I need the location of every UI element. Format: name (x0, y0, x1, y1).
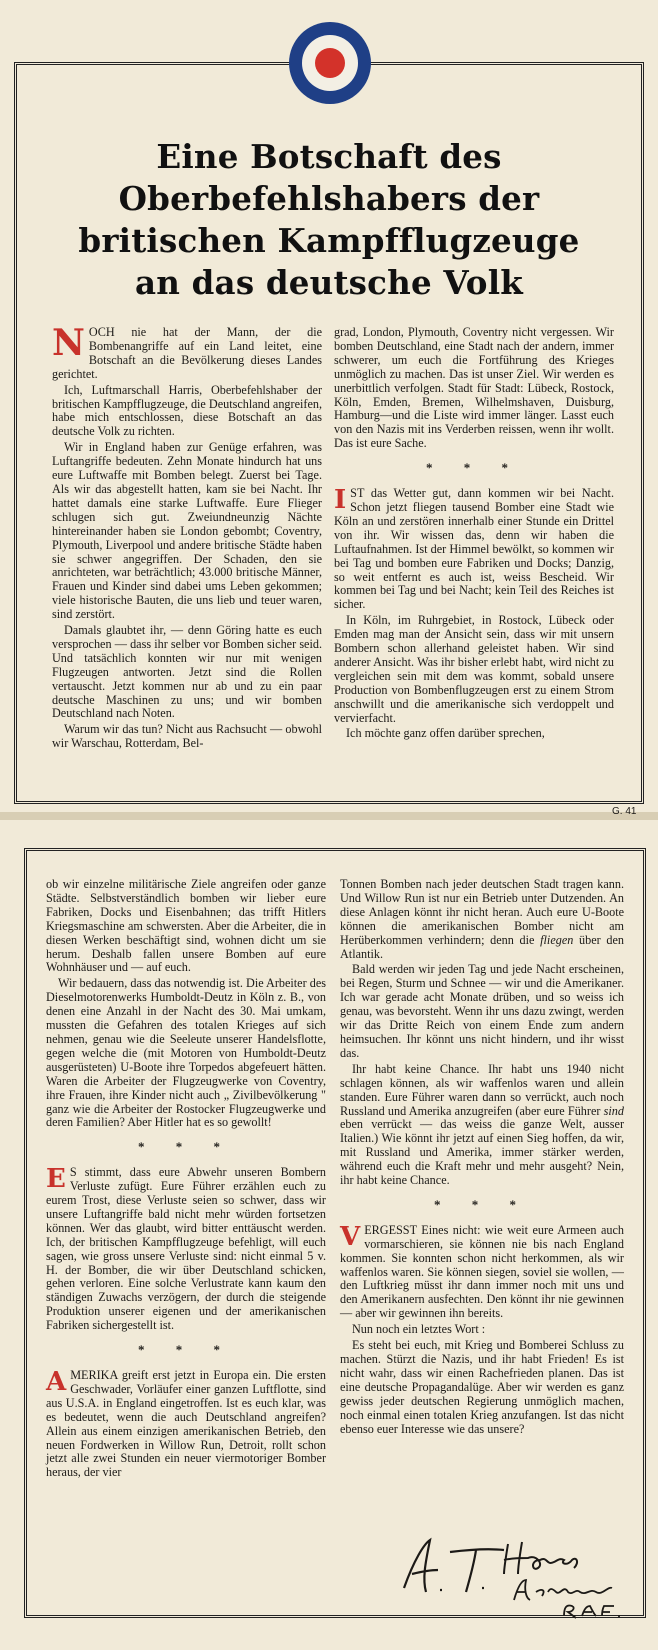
emphasis: fliegen (540, 932, 574, 947)
paragraph (334, 487, 614, 612)
section-divider: * * * (138, 1139, 234, 1155)
paragraph: In Köln, im Ruhrgebiet, in Rostock, Lübeck oder Emden mag man der Ansicht sein, dass wir mit unsern Bombern schon allerhand geleistet haben. Wir sind anderer Ansicht. Was ihr bisher erlebt habt, wird nicht zu vergleichen sein mit dem was kommt, sobald unsere Production von Bombenflugzeugen erst zu einem Strom anschwillt und die amerikanische sich verdoppelt und vervierfacht. (334, 613, 614, 725)
paragraph: Warum wir das tun? Nicht aus Rachsucht — obwohl wir Warschau, Rotterdam, Bel- (52, 722, 322, 751)
paragraph-text: S stimmt, dass eure Abwehr unseren Bombern Verluste zufügt. Eure Führer erzählen euch zu eurem Trost, diese Verluste seien so schwer, dass wir unsere Luftangriffe bald nicht mehr würden fortsetzen können. Wer das glaubt, wird bitter enttäuscht werden. Ich, der britischen Kampfflugzeuge befehligt, will euch sagen, wie gross unsere Verluste sind: nicht einmal 5 v. H. der Bomber, die wir über Deutschland schicken, gehen verloren. Eine solche Verlustrate kann kaum den ständigen Zuwachs verzögern, der durch die steigende Produktion unserer eigenen und der amerikanischen Fabriken sichergestellt ist. (46, 1165, 326, 1333)
column-2 (334, 326, 614, 743)
headline-line: Eine Botschaft des (156, 137, 502, 176)
paragraph-text: über den Atlantik. (340, 932, 624, 961)
dropcap: E (46, 1164, 66, 1195)
dropcap: N (52, 322, 85, 364)
harris-signature (396, 1530, 626, 1620)
headline (40, 136, 618, 304)
section-divider: * * * (138, 1342, 234, 1358)
paragraph-text: eben verrückt — das weiss die ganze Welt, ausser Italien.) Wie könnt ihr jetzt auf einen Sieg hoffen, da wir, mit Russland und Amerika, immer stärker werden, während euch die Kraft mehr und mehr ausgeht? Nein, ihr habt keine Chance. (340, 1117, 624, 1188)
paragraph (340, 1063, 624, 1188)
paragraph-text: MERIKA greift erst jetzt in Europa ein. Die ersten Geschwader, Vorläufer einer ganzen Luftflotte, sind aus U.S.A. in England eingetroffen. Ist es euch klar, was es bedeutet, wenn die auch Deutschland angreifen? Allein aus einem einzigen amerikanischen Betrieb, den neuen Fordwerken in Willow Run, Detroit, rollt schon jetzt alle zwei Stunden ein neuer viermotoriger Bomber heraus, der vier (46, 1368, 326, 1480)
paragraph-text: OCH nie hat der Mann, der die Bombenangriffe auf ein Land leitet, eine Botschaft an die Bevölkerung dieses Landes gerichtet. (52, 325, 322, 381)
paragraph: Wir bedauern, dass das notwendig ist. Die Arbeiter des Dieselmotorenwerks Humboldt-Deutz in Köln z. B., von denen eine Anzahl in der Nacht des 30. Mai umkam, mussten die Gefahren des totalen Krieges auf sich nehmen, genau wie die Seeleute unserer Handelsflotte, gegen welche die (mit Motoren von Humboldt-Deutz ausgerüsteten) U-Boote ihre Torpedos abgefeuert hätten. Waren die Arbeiter der Flugzeugwerke von Coventry, ihre Frauen, ihre Kinder nicht auch „ Zivilbevölkerung " ganz wie die Arbeiter der Rostocker Flugzeugwerke und deren Familien? Aber Hitler hat es so gewollt! (46, 976, 326, 1130)
paragraph: Es steht bei euch, mit Krieg und Bomberei Schluss zu machen. Stürzt die Nazis, und ihr habt Frieden! Es ist nicht wahr, dass wir einen Rachefrieden planen. Das ist eine deutsche Propagandalüge. Aber wir werden es ganz gewiss jeder deutschen Regierung unmöglich machen, noch einmal einen totalen Krieg anzufangen. Ist das nicht ebenso euer Interesse wie das unsere? (340, 1338, 624, 1436)
paragraph: grad, London, Plymouth, Coventry nicht vergessen. Wir bomben Deutschland, eine Stadt nach der andern, immer schwerer, um euch die Fortführung des Krieges unmöglich zu machen. Das ist unser Ziel. Wir werden es unerbittlich verfolgen. Stadt für Stadt: Lübeck, Rostock, Köln, Emden, Bremen, Wilhelmshaven, Duisburg, Hamburg—und die Liste wird immer länger. Lasst euch von den Nazis mit ins Verderben reissen, wenn ihr wollt. Das ist eure Sache. (334, 325, 614, 451)
headline-line: an das deutsche Volk (135, 263, 523, 302)
section-divider: * * * (426, 460, 522, 476)
leaflet-code: G. 41 (612, 806, 637, 817)
dropcap: V (340, 1221, 361, 1252)
paragraph: Wir in England haben zur Genüge erfahren, was Luftangriffe bedeuten. Zehn Monate hindurch hat uns eure Luftwaffe mit Bomben belegt. Zuerst bei Tage. Als wir das abgestellt hatten, kam sie bei Nacht. Ihr hattet damals eine starke Luftwaffe. Eure Flieger schlugen sich gut. Zweiundneunzig Nächte hintereinander haben sie London gebombt; Coventry, Plymouth, Liverpool und andere britische Städte haben sie schwer angegriffen. Der Schaden, den sie anrichteten, war beträchtlich; 43.000 britische Männer, Frauen und Kinder sind dabei ums Leben gekommen; viele historische Bauten, die uns lieb und teuer waren, sind zerstört. (52, 440, 322, 622)
paragraph-text: ERGESST Eines nicht: wie weit eure Armeen auch vormarschieren, sie können nie bis nach England kommen. Sie konnten schon nicht herkommen, als wir waffenlos waren. Sie können siegen, soviel sie wollen, — den Luftkrieg müsst ihr dann immer noch mit uns und den Amerikanern ausfechten. Den könnt ihr nie gewinnen — aber wir gewinnen ihn bereits. (340, 1222, 624, 1321)
paragraph: Nun noch ein letztes Wort : (352, 1322, 486, 1337)
paragraph (52, 322, 322, 382)
paragraph-text: Tonnen Bomben nach jeder deutschen Stadt tragen kann. Und Willow Run ist nur ein Betrieb unter Dutzenden. An diese Anlagen könnt ihr nicht heran. Auch eure U-Boote können die amerikanischen Bomber nicht am Herüberkommen verhindern; denn die (340, 877, 624, 947)
column-3 (46, 878, 326, 1482)
paragraph (46, 1369, 326, 1480)
paragraph-text: Ihr habt keine Chance. Ihr habt uns 1940 nicht schlagen können, als wir waffenlos waren und allein standen. Eure Führer waren dann so verrückt, auch noch Russland und Amerika anzugreifen (aber eure Führer (340, 1061, 624, 1118)
paragraph (340, 1221, 624, 1321)
paragraph: Damals glaubtet ihr, — denn Göring hatte es euch versprochen — dass ihr selber vor Bomben sicher seid. Und tatsächlich konnten wir nur mit wenigen Flugzeugen antworten. Jetzt sind die Rollen vertauscht. Jetzt kommen nur ab und zu ein paar deutsche Maschinen zu uns; und wir bomben Deutschland nach Noten. (52, 623, 322, 721)
headline-line: britischen Kampfflugzeuge (78, 221, 580, 260)
paragraph (340, 878, 624, 961)
paragraph: Bald werden wir jeden Tag und jede Nacht erscheinen, bei Regen, Sturm und Schnee — wir und die Amerikaner. Ich war gerade acht Monate drüben, und so weiss ich genau, was bevorsteht. Wenn ihr uns dazu zwingt, werden wir das Dritte Reich von einem Ende zum andern heimsuchen. Ihr könnt uns nicht hindern, und ihr wisst das. (340, 962, 624, 1060)
dropcap: I (334, 485, 347, 516)
column-4 (340, 878, 624, 1438)
raf-roundel-icon (289, 22, 371, 104)
column-1 (52, 322, 322, 753)
dropcap: A (46, 1367, 67, 1397)
section-divider: * * * (434, 1196, 530, 1212)
page-gap (0, 812, 658, 820)
emphasis: sind (603, 1103, 624, 1118)
paragraph (46, 1166, 326, 1333)
paragraph: Ich möchte ganz offen darüber sprechen, (346, 726, 545, 741)
paragraph: ob wir einzelne militärische Ziele angreifen oder ganze Städte. Selbstverständlich bomben wir lieber eure Fabriken, Docks und Eisenbahnen; das trifft Hitlers Kriegsmaschine am schwersten. Aber die Arbeiter, die in diesen Werken beschäftigt sind, wohnen dicht um sie herum. Deshalb fallen unsere Bomben auf eure Wohnhäuser und — auf euch. (46, 877, 326, 975)
headline-line: Oberbefehlshabers der (118, 179, 540, 218)
paragraph-text: ST das Wetter gut, dann kommen wir bei Nacht. Schon jetzt fliegen tausend Bomber eine Stadt wie Köln an und zerstören innerhalb einer Stunde ein Drittel von ihr. Wir wissen das, denn wir haben die Luftaufnahmen. Ist der Himmel bewölkt, so kommen wir bei Tag und bomben eure Fabriken und Docks; Danzig, so weit entfernt es auch ist, weiss Bescheid. Wir kommen bei Tag und bei Nacht; kein Teil des Reiches ist sicher. (334, 486, 614, 612)
paragraph: Ich, Luftmarschall Harris, Oberbefehlshaber der britischen Kampfflugzeuge, die Deutschland angreifen, habe mich entschlossen, diese Botschaft an das deutsche Volk zu richten. (52, 382, 322, 439)
